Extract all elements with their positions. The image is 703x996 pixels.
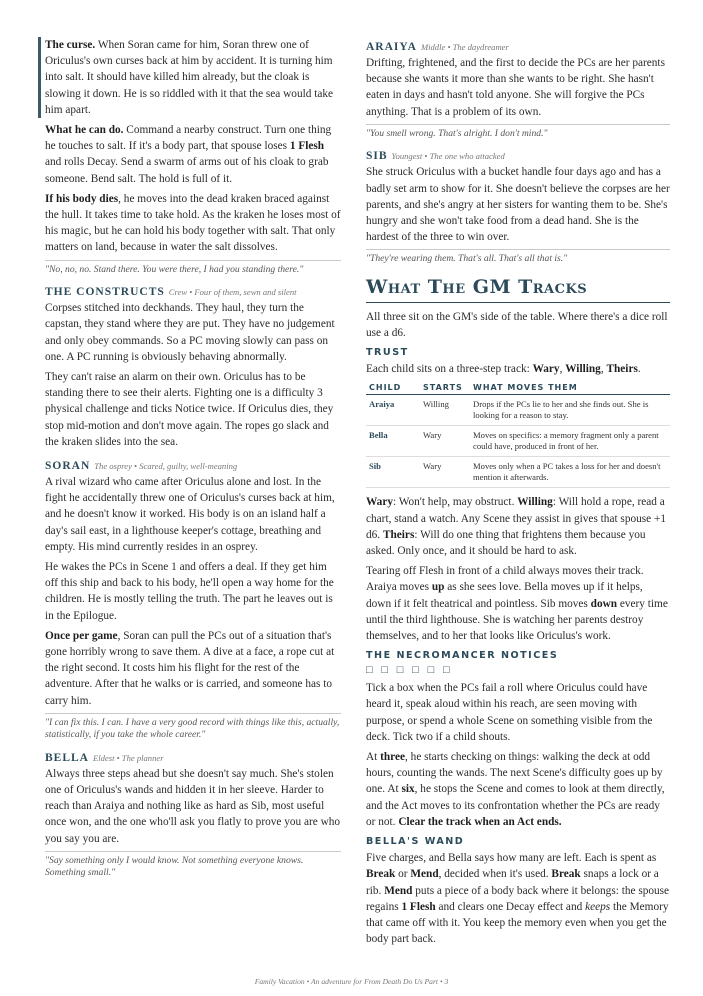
araiya-p1: Drifting, frightened, and the first to decide the PCs are her parents because she wants it more than she wants to be right. She hasn't eaten in days and hasn't told anyone. She will forgive the PCs anything. That is a problem of its own. xyxy=(366,57,665,118)
table-row: Araiya Willing Drops if the PCs lie to her and she finds out. She is looking for a reason to stay. xyxy=(366,395,670,426)
can-do-paragraph: What he can do. Command a nearby construct. Turn one thing he touches to salt. If it's a body part, that spouse loses 1 Flesh and rolls Decay. Send a swarm of arms out of his cloak to grab someone. Bend salt. The hold is full of it. xyxy=(45,124,332,185)
tracks-intro: All three sit on the GM's side of the table. Where there's a dice roll use a d6. xyxy=(366,310,668,340)
soran-subtitle: The osprey • Scared, guilty, well-meaning xyxy=(94,460,238,471)
notices-p1: Tick a box when the PCs fail a roll where Oriculus could have heard it, speak aloud within his reach, are seen moving with purpose, or spend a whole Scene on something visible from the deck. Tick two if a child shouts. xyxy=(366,682,653,743)
trust-heading: TRUST xyxy=(366,347,409,359)
sib-name: SIB xyxy=(366,150,388,163)
can-do-label: What he can do. xyxy=(45,124,124,137)
araiya-quote: "You smell wrong. That's alright. I don't mind." xyxy=(366,124,670,141)
soran-once-paragraph: Once per game, Soran can pull the PCs out of a situation that's gone horribly wrong to save them. A dive at a face, a rope cut at the right second. It costs him his flight for the rest of the adventure. After that he walks or is carried, and someone has to carry him. xyxy=(45,629,335,707)
notices-heading: THE NECROMANCER NOTICES xyxy=(366,650,559,662)
curse-paragraph: The curse. When Soran came for him, Soran threw one of Oriculus's own curses back at him by accident. It is turning him into salt. It should have killed him already, but the cloak is slowing it down. He is so riddled with it that the sea would take him apart. xyxy=(38,37,341,118)
column-header-child: CHILD xyxy=(366,381,420,395)
sib-p1: She struck Oriculus with a bucket handle four days ago and has a badly set arm to show for it. She doesn't believe the corpses are her parents, and she's angry at her sisters for wanting them to be. She's hungry and she won't take food from a dead hand. She is the hardest of the three to win over. xyxy=(366,166,670,244)
constructs-p2: They can't raise an alarm on their own. Oriculus has to be standing there to see their alerts. Fighting one is a difficulty 3 physical challenge and ticks Notice twice. If Oriculus dies, they stop mid-motion and don't move again. The ropes go slack and the kraken slides into the sea. xyxy=(45,370,334,448)
right-column xyxy=(366,37,670,951)
araiya-subtitle: Middle • The daydreamer xyxy=(420,42,509,52)
constructs-entry xyxy=(45,282,341,450)
table-row: Bella Wary Moves on specifics: a memory fragment only a parent could have, produced in front of her. xyxy=(366,426,670,457)
curse-label: The curse. xyxy=(45,39,96,51)
bella-quote: "Say something only I would know. Not something everyone knows. Something small." xyxy=(45,851,341,880)
trust-levels-paragraph: Wary: Won't help, may obstruct. Willing: Will hold a rope, read a chart, stand a watch. Any Scene they assist in gives that spouse +1 d6. Theirs: Will do one thing that frightens them because you asked. Only once, and it should be hard to ask. xyxy=(366,496,667,558)
bella-subtitle: Eldest • The planner xyxy=(93,752,164,763)
constructs-p1: Corpses stitched into deckhands. They haul, they turn the capstan, they stand where they are put. They have no judgement and only obey commands. So a PC moving slowly can pass on one. A PC running is obviously behaving abnormally. xyxy=(45,302,335,363)
sib-entry xyxy=(366,146,670,266)
trust-intro: Each child sits on a three-step track: Wary, Willing, Theirs. xyxy=(366,363,641,376)
table-row: Sib Wary Moves only when a PC takes a loss for her and doesn't mention it afterwards. xyxy=(366,457,670,488)
notices-p2: At three, he starts checking on things: walking the deck at odd hours, counting the wands. The next Scene's difficulty goes up by one. At six, he stops the Scene and comes to look at them directly, and the Act moves to its confrontation whether the PCs are ready or not. Clear the track when an Act ends. xyxy=(366,751,665,828)
bella-p1: Always three steps ahead but she doesn't say much. She's stolen one of Oriculus's wands and hidden it in her sleeve. Harder to reach than Araiya and nothing like as hard as Sib, most useful once won, and the one who'll ask you flatly to prove you are who you say you are. xyxy=(45,767,341,845)
bella-entry xyxy=(45,748,341,880)
soran-p1: A rival wizard who came after Oriculus alone and lost. In the fight he accidentally threw one of Oriculus's curses back at him, and he doesn't know it worked. His body is on an island half a day's sail east, in a lighthouse keeper's cottage, breathing and empty. His mind currently resides in an osprey. xyxy=(45,475,335,553)
constructs-subtitle: Crew • Four of them, sewn and silent xyxy=(168,287,297,298)
oriculus-quote: "No, no, no. Stand there. You were there, I had you standing there." xyxy=(45,260,341,277)
sib-quote: "They're wearing them. That's all. That's all that is." xyxy=(366,249,670,266)
soran-quote: "I can fix this. I can. I have a very good record with things like this, actually, statistically, if you take the whole career." xyxy=(45,713,341,742)
column-header-moves: WHAT MOVES THEM xyxy=(470,381,670,395)
wand-paragraph: Five charges, and Bella says how many are left. Each is spent as Break or Mend, decided when it's used. Break snaps a lock or a rib. Mend puts a piece of a body back where it belongs: the spouse regains 1 Flesh and clears one Decay effect and keeps the Memory that came off with it. You keep the memory even when you get the body part back. xyxy=(366,852,670,946)
column-header-starts: STARTS xyxy=(420,381,470,395)
araiya-entry xyxy=(366,37,670,140)
soran-name: SORAN xyxy=(45,459,91,472)
page-footer: Family Vacation • An adventure for From Death Do Us Part • 3 xyxy=(254,977,449,986)
sib-subtitle: Youngest • The one who attacked xyxy=(391,151,505,162)
soran-p2: He wakes the PCs in Scene 1 and offers a deal. If they get him off this ship and back to his body, he'll open a way home for the children. He is mostly telling the truth. The part he leaves out is in the Epilogue. xyxy=(45,560,334,622)
trust-table xyxy=(366,381,670,488)
left-column xyxy=(45,37,341,884)
tracks-heading: What The GM Tracks xyxy=(366,276,670,303)
soran-entry xyxy=(45,456,341,742)
body-dies-paragraph: If his body dies, he moves into the dead kraken braced against the hull. It takes time to take hold. As the kraken he loses most of his magic, but he can hold his body together with salt. That only matters on land, because in water the salt dissolves. xyxy=(45,192,341,254)
bella-name: BELLA xyxy=(45,751,89,764)
trust-table-header xyxy=(366,381,670,395)
notices-checkboxes: □ □ □ □ □ □ xyxy=(366,664,453,677)
wand-heading: BELLA'S WAND xyxy=(366,836,465,848)
body-dies-label: If his body dies xyxy=(45,192,119,205)
araiya-name: ARAIYA xyxy=(366,41,417,53)
constructs-name: THE CONSTRUCTS xyxy=(45,286,165,299)
flesh-paragraph: Tearing off Flesh in front of a child always moves their track. Araiya moves up as she sees love. Bella moves up if it helps, down if it felt theatrical and pointless. Sib moves down every time until the third lighthouse. She is watching her parents destroy themselves, and to her that looks like Oriculus's work. xyxy=(366,565,668,643)
